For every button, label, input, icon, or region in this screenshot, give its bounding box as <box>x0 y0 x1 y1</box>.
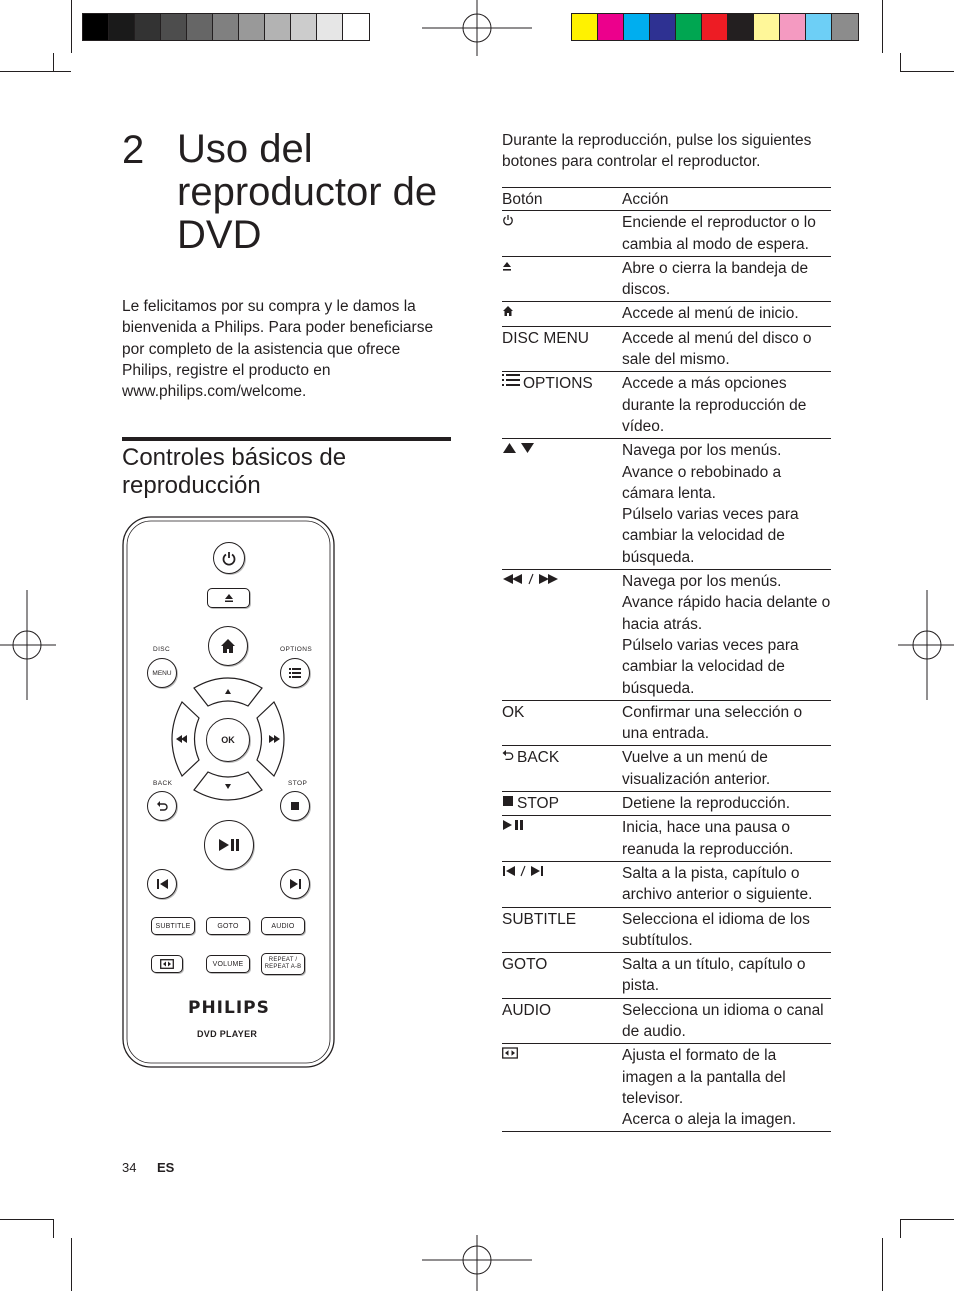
remote-volume-label: VOLUME <box>212 960 244 968</box>
table-row <box>502 953 831 999</box>
action-cell: Confirmar una selección o una entrada. <box>622 700 831 746</box>
remote-control-illustration <box>122 516 336 1070</box>
action-cell: Vuelve a un menú de visualización anterior. <box>622 746 831 792</box>
button-cell <box>502 372 622 439</box>
remote-options-button[interactable] <box>280 658 310 688</box>
remote-menu-label: MENU <box>152 669 172 677</box>
table-row <box>502 302 831 326</box>
grayscale-swatch-bar <box>82 13 370 41</box>
registration-mark-left <box>0 590 56 700</box>
color-swatch <box>598 14 624 40</box>
chapter-title: Uso del reproductor de DVD <box>177 127 438 257</box>
color-swatch <box>780 14 806 40</box>
stop-icon <box>502 792 514 813</box>
action-cell: Enciende el reproductor o lo cambia al modo de espera. <box>622 211 831 257</box>
table-row <box>502 439 831 570</box>
color-swatch <box>754 14 780 40</box>
button-cell <box>502 907 622 953</box>
table-row <box>502 700 831 746</box>
up-down-icon <box>502 439 536 460</box>
zoom-icon <box>502 1044 518 1065</box>
action-cell: Navega por los menús. Avance o rebobinado a cámara lenta. Púlselo varias veces para cambiar la velocidad de búsqueda. <box>622 439 831 570</box>
table-row <box>502 746 831 792</box>
registration-mark-right <box>898 590 954 700</box>
language-code: ES <box>157 1160 175 1175</box>
remote-subtitle-label: SUBTITLE <box>155 922 191 930</box>
color-swatch <box>676 14 702 40</box>
remote-play-pause-button[interactable] <box>204 820 254 870</box>
color-swatch-bar <box>571 13 859 41</box>
button-cell <box>502 326 622 372</box>
button-name: DISC MENU <box>502 329 589 347</box>
color-swatch <box>239 14 265 40</box>
action-cell: Salta a un título, capítulo o pista. <box>622 953 831 999</box>
action-cell: Detiene la reproducción. <box>622 792 831 816</box>
home-icon <box>220 638 236 654</box>
remote-zoom-button[interactable] <box>151 955 183 973</box>
brand-logo: PHILIPS <box>188 998 270 1018</box>
play-pause-icon <box>502 816 526 837</box>
remote-disc-menu-button[interactable] <box>147 658 177 688</box>
color-swatch <box>650 14 676 40</box>
table-row <box>502 211 831 257</box>
previous-icon <box>157 879 168 889</box>
action-cell: Selecciona un idioma o canal de audio. <box>622 998 831 1044</box>
remote-subtitle-button[interactable] <box>151 917 195 935</box>
remote-eject-button[interactable] <box>207 588 250 608</box>
table-row <box>502 256 831 302</box>
action-cell: Salta a la pista, capítulo o archivo anterior o siguiente. <box>622 861 831 907</box>
action-cell: Selecciona el idioma de los subtítulos. <box>622 907 831 953</box>
button-cell <box>502 792 622 816</box>
remote-home-button[interactable] <box>208 626 248 666</box>
color-swatch <box>109 14 135 40</box>
color-swatch <box>702 14 728 40</box>
remote-goto-label: GOTO <box>217 922 239 930</box>
stop-icon <box>290 801 300 811</box>
color-swatch <box>728 14 754 40</box>
color-swatch <box>161 14 187 40</box>
table-row <box>502 1044 831 1132</box>
action-cell: Inicia, hace una pausa o reanuda la reproducción. <box>622 816 831 862</box>
color-swatch <box>343 14 369 40</box>
button-name: OPTIONS <box>523 375 593 393</box>
button-cell <box>502 700 622 746</box>
button-cell <box>502 302 622 326</box>
power-icon <box>502 211 514 232</box>
home-icon <box>502 302 514 323</box>
remote-back-label: BACK <box>153 780 173 787</box>
remote-repeat-button[interactable] <box>261 953 305 975</box>
color-swatch <box>135 14 161 40</box>
back-icon <box>502 746 514 767</box>
registration-mark-bottom <box>422 1231 532 1291</box>
button-name: OK <box>502 703 525 721</box>
play-pause-icon <box>218 838 240 852</box>
color-swatch <box>624 14 650 40</box>
eject-icon <box>224 593 234 603</box>
remote-goto-button[interactable] <box>206 917 250 935</box>
button-cell <box>502 1044 622 1132</box>
button-cell <box>502 570 622 701</box>
color-swatch <box>317 14 343 40</box>
remote-options-label: OPTIONS <box>280 646 313 653</box>
eject-icon <box>502 257 512 278</box>
section-rule <box>122 437 451 441</box>
button-cell <box>502 816 622 862</box>
remote-disc-label: DISC <box>153 646 171 653</box>
table-header-row <box>502 188 831 211</box>
rewind-forward-icon <box>502 570 560 591</box>
button-cell <box>502 256 622 302</box>
header-action: Acción <box>622 188 831 211</box>
button-cell <box>502 211 622 257</box>
button-name: STOP <box>517 795 559 813</box>
zoom-icon <box>160 959 174 969</box>
button-cell <box>502 861 622 907</box>
remote-previous-button[interactable] <box>147 869 177 899</box>
color-swatch <box>187 14 213 40</box>
next-icon <box>290 879 301 889</box>
action-cell: Abre o cierra la bandeja de discos. <box>622 256 831 302</box>
registration-mark-top <box>422 0 532 60</box>
remote-repeat-ab-label: REPEAT A-B <box>264 964 302 970</box>
table-row <box>502 907 831 953</box>
action-cell: Accede a más opciones durante la reproducción de vídeo. <box>622 372 831 439</box>
options-icon <box>502 372 520 393</box>
color-swatch <box>806 14 832 40</box>
remote-next-button[interactable] <box>280 869 310 899</box>
remote-power-button[interactable] <box>213 542 245 574</box>
remote-repeat-label: REPEAT / <box>268 957 298 963</box>
table-row <box>502 861 831 907</box>
action-cell: Accede al menú de inicio. <box>622 302 831 326</box>
table-row <box>502 998 831 1044</box>
remote-stop-label: STOP <box>288 780 308 787</box>
remote-back-button[interactable] <box>147 791 177 821</box>
page-number: 34 <box>122 1160 137 1175</box>
color-swatch <box>83 14 109 40</box>
controls-table <box>502 187 831 1132</box>
color-swatch <box>832 14 858 40</box>
color-swatch <box>572 14 598 40</box>
model-label: DVD PLAYER <box>197 1029 258 1039</box>
prev-next-icon <box>502 862 544 883</box>
action-cell: Accede al menú del disco o sale del mismo. <box>622 326 831 372</box>
intro-paragraph: Le felicitamos por su compra y le damos la bienvenida a Philips. Para poder beneficiarse por completo de la asistencia que ofrece Philips, registre el producto en www.philips.com/welcome. <box>122 298 434 401</box>
table-row <box>502 570 831 701</box>
remote-ok-button[interactable] <box>206 718 250 762</box>
header-button: Botón <box>502 188 622 211</box>
button-name: SUBTITLE <box>502 910 577 928</box>
table-row <box>502 816 831 862</box>
color-swatch <box>291 14 317 40</box>
remote-audio-button[interactable] <box>261 917 305 935</box>
remote-stop-button[interactable] <box>280 791 310 821</box>
table-row <box>502 792 831 816</box>
back-icon <box>156 800 168 812</box>
lead-paragraph: Durante la reproducción, pulse los siguientes botones para controlar el reproductor. <box>502 132 812 171</box>
color-swatch <box>265 14 291 40</box>
button-cell <box>502 998 622 1044</box>
color-swatch <box>213 14 239 40</box>
button-name: AUDIO <box>502 1001 552 1019</box>
button-name: BACK <box>517 749 560 767</box>
table-row <box>502 326 831 372</box>
button-cell <box>502 746 622 792</box>
button-cell <box>502 953 622 999</box>
remote-ok-label: OK <box>221 735 235 745</box>
power-icon <box>221 550 237 566</box>
button-name: GOTO <box>502 956 548 974</box>
remote-volume-button[interactable] <box>206 955 250 973</box>
options-icon <box>289 668 301 678</box>
button-cell <box>502 439 622 570</box>
chapter-number: 2 <box>122 128 145 172</box>
action-cell: Navega por los menús. Avance rápido hacia delante o hacia atrás. Púlselo varias veces para cambiar la velocidad de búsqueda. <box>622 570 831 701</box>
table-row <box>502 372 831 439</box>
remote-audio-label: AUDIO <box>271 922 295 930</box>
section-title: Controles básicos de reproducción <box>122 444 347 499</box>
action-cell: Ajusta el formato de la imagen a la pantalla del televisor. Acerca o aleja la imagen. <box>622 1044 831 1132</box>
